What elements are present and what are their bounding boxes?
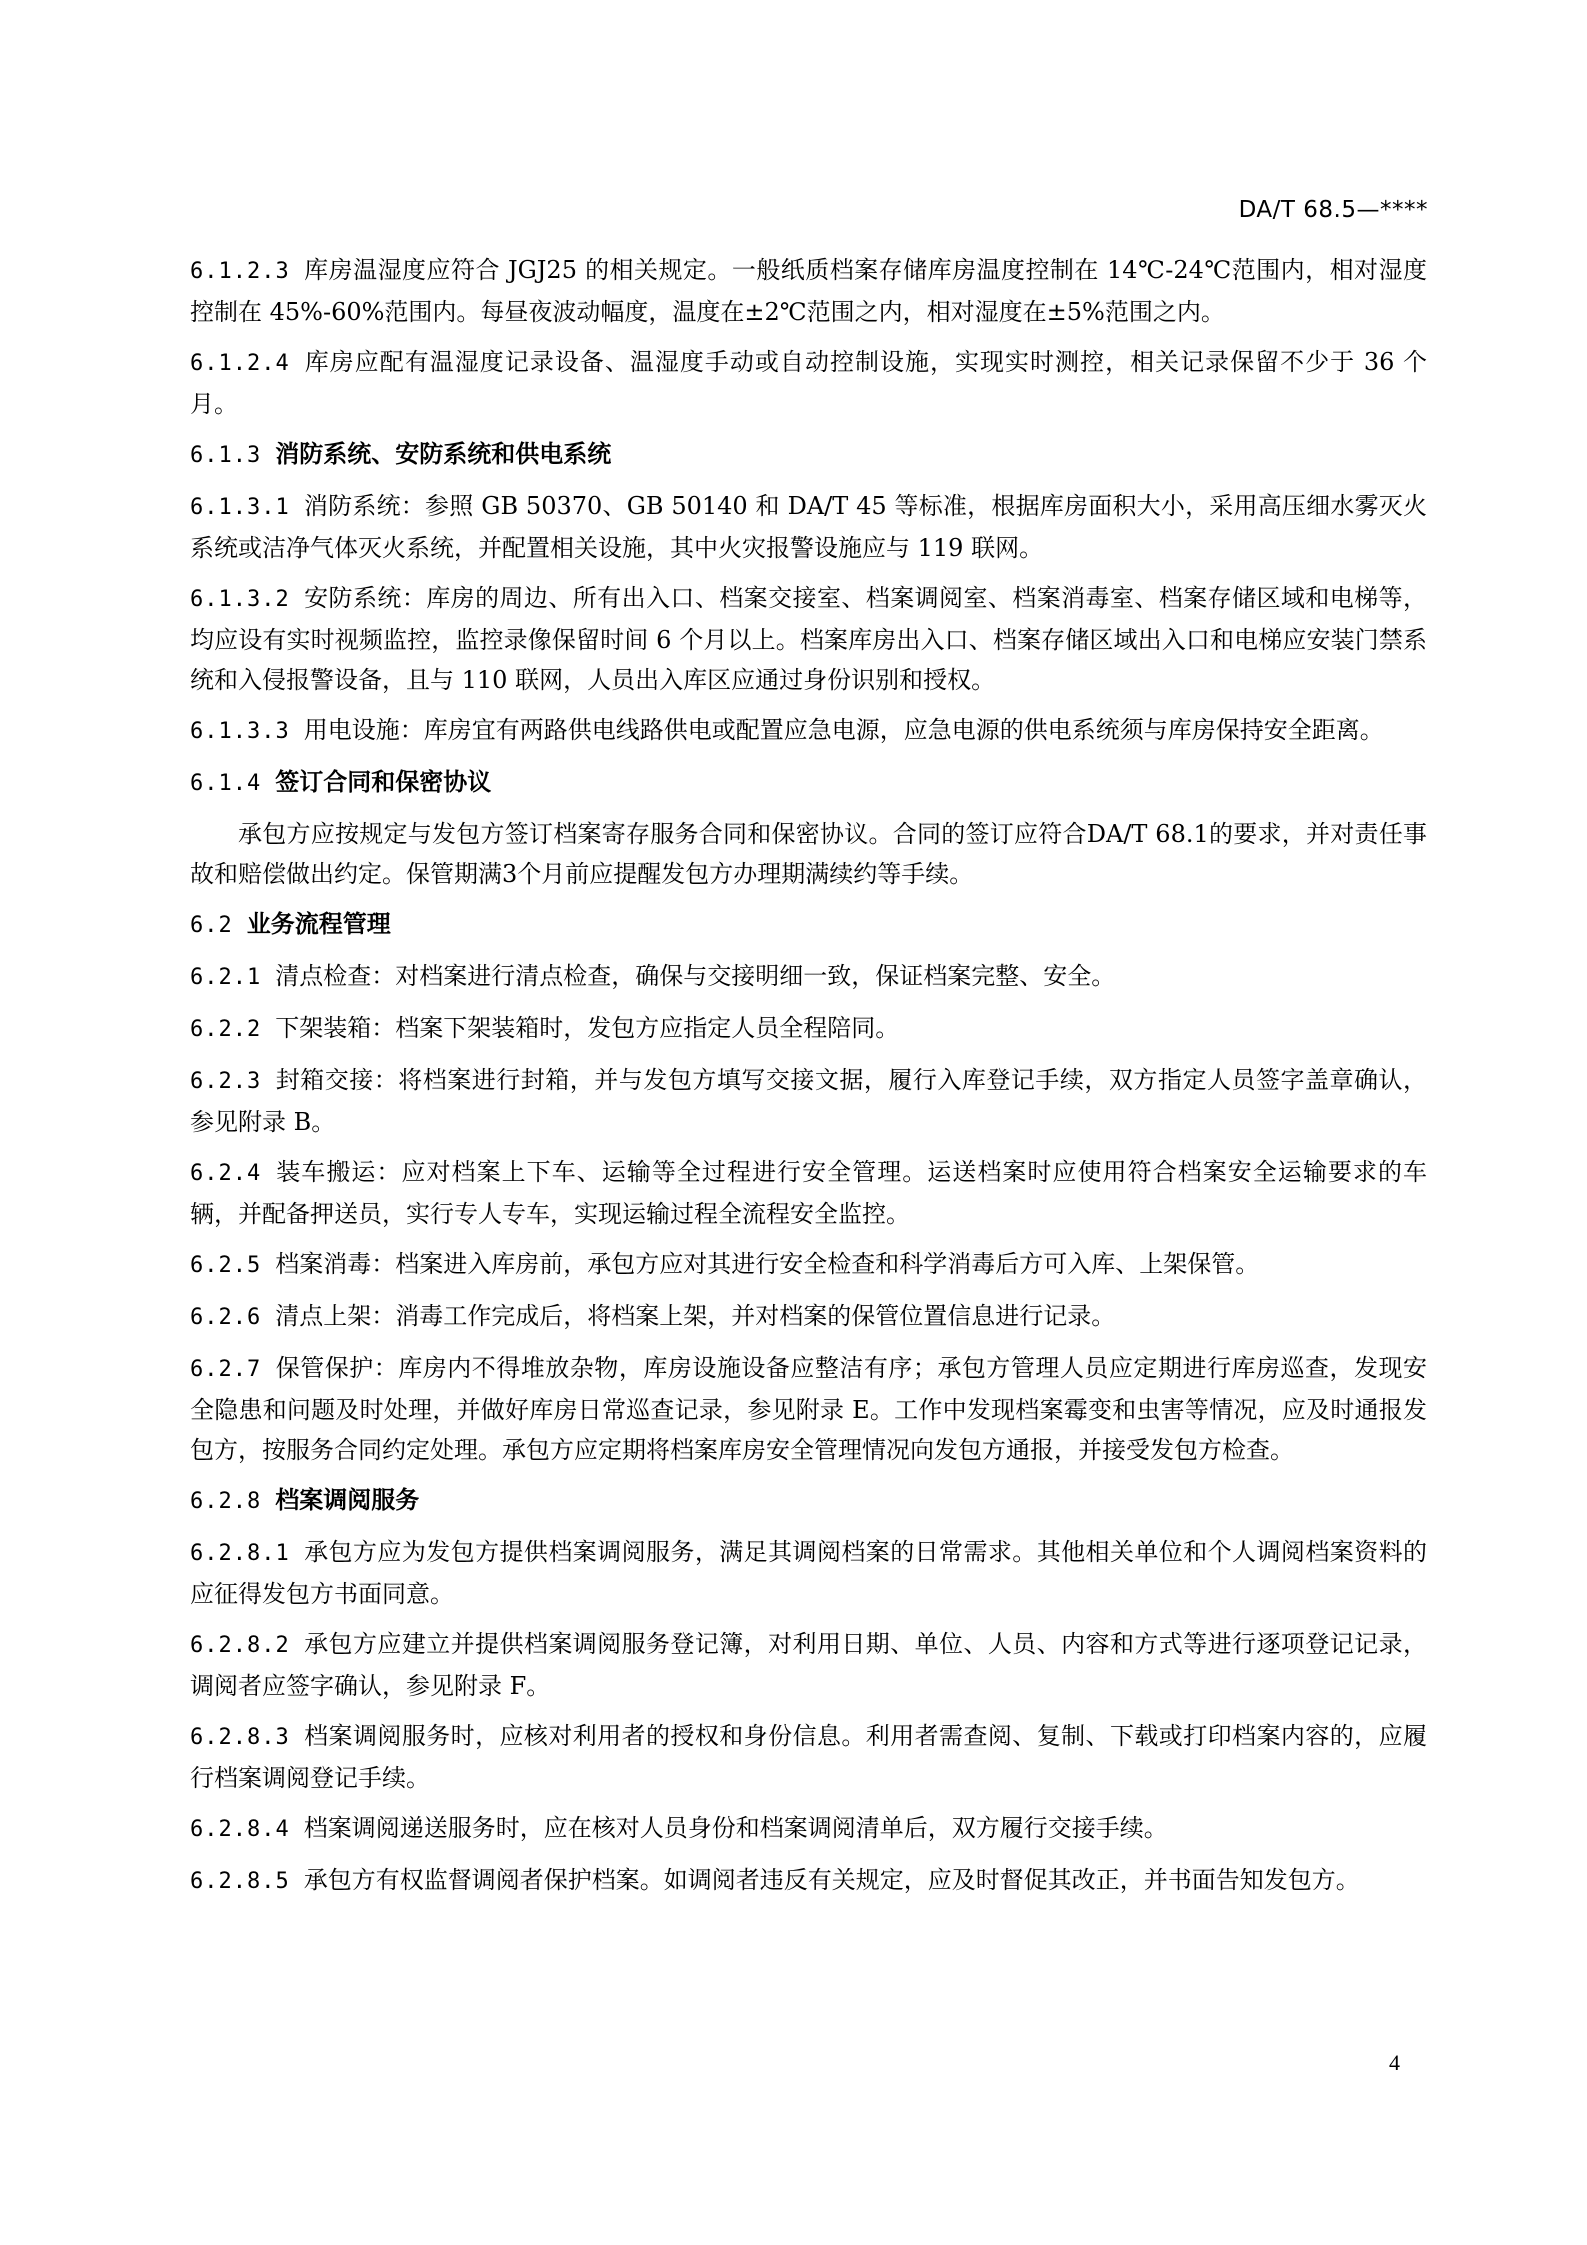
clause-number: 6.2.8 [190, 1489, 262, 1514]
heading-text: 签订合同和保密协议 [275, 768, 492, 796]
clause-paragraph [190, 1716, 1427, 1798]
heading-text: 消防系统、安防系统和供电系统 [275, 440, 612, 468]
clause-paragraph [190, 486, 1427, 568]
section-heading [190, 904, 1427, 946]
clause-paragraph [190, 1008, 1427, 1050]
clause-text: 用电设施：库房宜有两路供电线路供电或配置应急电源，应急电源的供电系统须与库房保持安全距离。 [303, 716, 1384, 744]
clause-text: 承包方应按规定与发包方签订档案寄存服务合同和保密协议。合同的签订应符合DA/T 68.1的要求，并对责任事故和赔偿做出约定。保管期满3个月前应提醒发包方办理期满续约等手续。 [190, 820, 1427, 888]
clause-number: 6.1.2.3 [190, 259, 290, 284]
clause-number: 6.1.3 [190, 443, 262, 468]
clause-text: 承包方有权监督调阅者保护档案。如调阅者违反有关规定，应及时督促其改正，并书面告知发包方。 [303, 1866, 1360, 1894]
clause-paragraph [190, 1296, 1427, 1338]
standard-code-header: DA/T 68.5—**** [1238, 197, 1428, 223]
clause-paragraph [190, 1860, 1427, 1902]
document-body [190, 250, 1427, 1912]
clause-text: 消防系统：参照 GB 50370、GB 50140 和 DA/T 45 等标准，根据库房面积大小，采用高压细水雾灭火系统或洁净气体灭火系统，并配置相关设施，其中火灾报警设施应与 119 联网。 [190, 492, 1427, 562]
clause-number: 6.1.3.3 [190, 719, 290, 744]
clause-number: 6.2.3 [190, 1069, 262, 1094]
clause-number: 6.2.8.5 [190, 1869, 290, 1894]
body-paragraph [190, 814, 1427, 894]
page-number: 4 [1389, 2050, 1400, 2075]
clause-number: 6.2.8.3 [190, 1725, 290, 1750]
clause-text: 库房温湿度应符合 JGJ25 的相关规定。一般纸质档案存储库房温度控制在 14℃-24℃范围内，相对湿度控制在 45%-60%范围内。每昼夜波动幅度，温度在±2℃范围之内，相对湿度在±5%范围之内。 [190, 256, 1427, 326]
clause-number: 6.1.3.2 [190, 587, 290, 612]
clause-number: 6.2.8.1 [190, 1541, 290, 1566]
heading-text: 档案调阅服务 [275, 1486, 420, 1514]
clause-text: 档案消毒：档案进入库房前，承包方应对其进行安全检查和科学消毒后方可入库、上架保管。 [275, 1250, 1260, 1278]
section-heading [190, 434, 1427, 476]
clause-number: 6.1.3.1 [190, 495, 290, 520]
clause-paragraph [190, 1808, 1427, 1850]
clause-number: 6.2.1 [190, 965, 262, 990]
clause-text: 库房应配有温湿度记录设备、温湿度手动或自动控制设施，实现实时测控，相关记录保留不少于 36 个月。 [190, 348, 1427, 418]
section-heading [190, 1480, 1427, 1522]
clause-number: 6.1.4 [190, 771, 262, 796]
clause-paragraph [190, 1152, 1427, 1234]
clause-text: 档案调阅递送服务时，应在核对人员身份和档案调阅清单后，双方履行交接手续。 [303, 1814, 1168, 1842]
clause-number: 6.2.8.4 [190, 1817, 290, 1842]
clause-number: 6.2.5 [190, 1253, 262, 1278]
clause-paragraph [190, 1244, 1427, 1286]
clause-text: 封箱交接：将档案进行封箱，并与发包方填写交接文据，履行入库登记手续，双方指定人员签字盖章确认，参见附录 B。 [190, 1066, 1427, 1136]
clause-text: 清点上架：消毒工作完成后，将档案上架，并对档案的保管位置信息进行记录。 [275, 1302, 1116, 1330]
clause-number: 6.2.6 [190, 1305, 262, 1330]
clause-text: 清点检查：对档案进行清点检查，确保与交接明细一致，保证档案完整、安全。 [275, 962, 1116, 990]
clause-number: 6.2.2 [190, 1017, 262, 1042]
clause-paragraph [190, 1348, 1427, 1470]
clause-paragraph [190, 1532, 1427, 1614]
clause-paragraph [190, 1624, 1427, 1706]
clause-number: 6.2.7 [190, 1357, 262, 1382]
clause-number: 6.2.8.2 [190, 1633, 290, 1658]
section-heading [190, 762, 1427, 804]
clause-text: 承包方应为发包方提供档案调阅服务，满足其调阅档案的日常需求。其他相关单位和个人调阅档案资料的应征得发包方书面同意。 [190, 1538, 1427, 1608]
clause-text: 下架装箱：档案下架装箱时，发包方应指定人员全程陪同。 [275, 1014, 900, 1042]
clause-text: 档案调阅服务时，应核对利用者的授权和身份信息。利用者需查阅、复制、下载或打印档案内容的，应履行档案调阅登记手续。 [190, 1722, 1427, 1792]
clause-number: 6.2 [190, 913, 233, 938]
clause-paragraph [190, 578, 1427, 700]
clause-text: 承包方应建立并提供档案调阅服务登记簿，对利用日期、单位、人员、内容和方式等进行逐项登记记录，调阅者应签字确认，参见附录 F。 [190, 1630, 1427, 1700]
clause-paragraph [190, 250, 1427, 332]
clause-text: 保管保护：库房内不得堆放杂物，库房设施设备应整洁有序；承包方管理人员应定期进行库房巡查，发现安全隐患和问题及时处理，并做好库房日常巡查记录，参见附录 E。工作中发现档案霉变和虫害等情况，应及时通报发包方，按服务合同约定处理。承包方应定期将档案库房安全管理情况向发包方通报，并接受发包方检查。 [190, 1354, 1427, 1464]
clause-paragraph [190, 710, 1427, 752]
clause-text: 安防系统：库房的周边、所有出入口、档案交接室、档案调阅室、档案消毒室、档案存储区域和电梯等，均应设有实时视频监控，监控录像保留时间 6 个月以上。档案库房出入口、档案存储区域出入口和电梯应安装门禁系统和入侵报警设备，且与 110 联网，人员出入库区应通过身份识别和授权。 [190, 584, 1427, 694]
heading-text: 业务流程管理 [246, 910, 391, 938]
clause-number: 6.2.4 [190, 1161, 262, 1186]
clause-paragraph [190, 1060, 1427, 1142]
clause-number: 6.1.2.4 [190, 351, 290, 376]
clause-paragraph [190, 956, 1427, 998]
clause-paragraph [190, 342, 1427, 424]
clause-text: 装车搬运：应对档案上下车、运输等全过程进行安全管理。运送档案时应使用符合档案安全运输要求的车辆，并配备押送员，实行专人专车，实现运输过程全流程安全监控。 [190, 1158, 1427, 1228]
